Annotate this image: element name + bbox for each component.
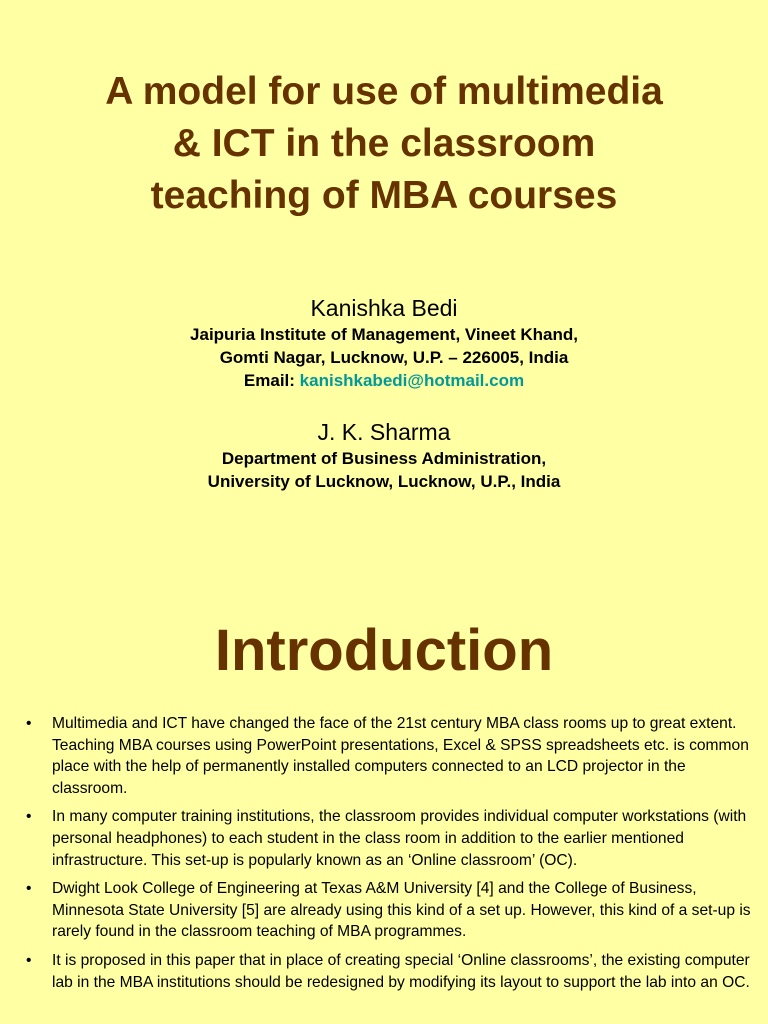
title-line: & ICT in the classroom [172, 122, 596, 165]
title-line: teaching of MBA courses [150, 174, 618, 217]
bullet-item [22, 713, 752, 799]
bullet-icon: • [26, 880, 32, 898]
bullet-item [22, 806, 752, 871]
slide-title [0, 66, 768, 222]
email-line [0, 369, 768, 392]
bullet-text: Multimedia and ICT have changed the face of the 21st century MBA class rooms up to great extent. Teaching MBA courses using PowerPoint presentations, Excel & SPSS spreadsheets etc. is common place with the help of permanently installed computers connected to an LCD projector in the classroom. [52, 715, 749, 797]
bullet-icon: • [26, 715, 32, 732]
title-line: A model for use of multimedia [105, 70, 663, 113]
bullet-list [22, 713, 752, 1000]
affiliation-line: Gomti Nagar, Lucknow, U.P. – 226005, India [219, 348, 569, 367]
affiliation-line: Department of Business Administration, [221, 449, 547, 468]
author-name: Kanishka Bedi [310, 295, 458, 321]
bullet-text: In many computer training institutions, the classroom provides individual computer workstations (with personal headphones) to each student in the class room in addition to the earlier mentioned infrastructure. This set-up is popularly known as an ‘Online classroom’ (OC). [52, 808, 747, 869]
bullet-icon: • [26, 808, 32, 826]
author-name: J. K. Sharma [317, 419, 451, 445]
bullet-text: Dwight Look College of Engineering at Texas A&M University [4] and the College of Business, Minnesota State University [5] are already using this kind of a set up. However, this kind of a set-up is rarely found in the classroom teaching of MBA programmes. [52, 880, 751, 941]
author-affiliation [0, 323, 768, 392]
author-affiliation [0, 447, 768, 493]
affiliation-line: University of Lucknow, Lucknow, U.P., India [207, 472, 561, 491]
bullet-icon: • [26, 951, 32, 969]
email-link[interactable]: kanishkabedi@hotmail.com [299, 371, 525, 390]
introduction-slide [0, 600, 768, 1024]
affiliation-line: Jaipuria Institute of Management, Vineet Khand, [190, 325, 578, 344]
email-label: Email: [243, 371, 295, 390]
bullet-item [22, 950, 752, 993]
bullet-item [22, 878, 752, 943]
bullet-text: It is proposed in this paper that in place of creating special ‘Online classrooms’, the existing computer lab in the MBA institutions should be redesigned by modifying its layout to support the lab into an OC. [52, 951, 750, 991]
section-title: Introduction [214, 618, 554, 683]
